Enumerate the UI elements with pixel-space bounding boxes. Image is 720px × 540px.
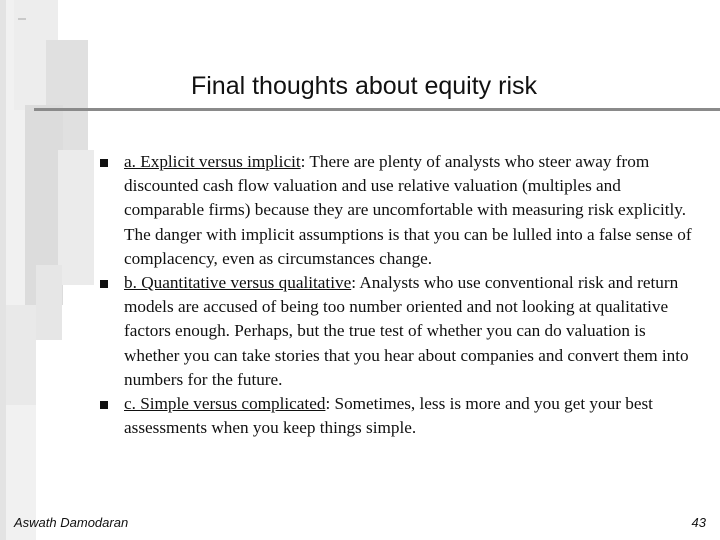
title-divider xyxy=(34,108,720,111)
bullet-text: : Analysts who use conventional risk and return models are accused of being too number oriented and not looking at qualitative factors enough. Perhaps, but the true test of whether you can do valuation is whether you can take stories that you hear about companies and convert them into numbers for the future. xyxy=(124,273,689,389)
decorative-block xyxy=(58,150,94,285)
bullet-lead: c. Simple versus complicated xyxy=(124,394,326,414)
square-bullet-icon xyxy=(100,280,108,288)
bullet-list xyxy=(96,150,696,440)
bullet-text: : There are plenty of analysts who steer away from discounted cash flow valuation and use relative valuation (multiples and comparable firms) because they are uncomfortable with measuring risk explicitly. The danger with implicit assumptions is that you can be lulled into a false sense of complacency, even as circumstances change. xyxy=(124,152,692,268)
bullet-item xyxy=(96,271,696,392)
slide-title: Final thoughts about equity risk xyxy=(190,72,538,100)
decorative-block xyxy=(36,265,62,340)
footer-author: Aswath Damodaran xyxy=(14,515,129,530)
bullet-lead: a. Explicit versus implicit xyxy=(124,152,301,171)
decorative-block xyxy=(6,305,36,405)
bullet-text: : Sometimes, less is more and you get your best assessments when you keep things simple. xyxy=(124,394,653,438)
page-number: 43 xyxy=(691,515,706,530)
bullet-lead: b. Quantitative versus qualitative xyxy=(124,273,352,293)
bullet-item xyxy=(96,392,696,440)
square-bullet-icon xyxy=(100,401,108,409)
square-bullet-icon xyxy=(100,159,108,167)
decorative-mark xyxy=(18,18,26,20)
bullet-item xyxy=(96,150,696,271)
